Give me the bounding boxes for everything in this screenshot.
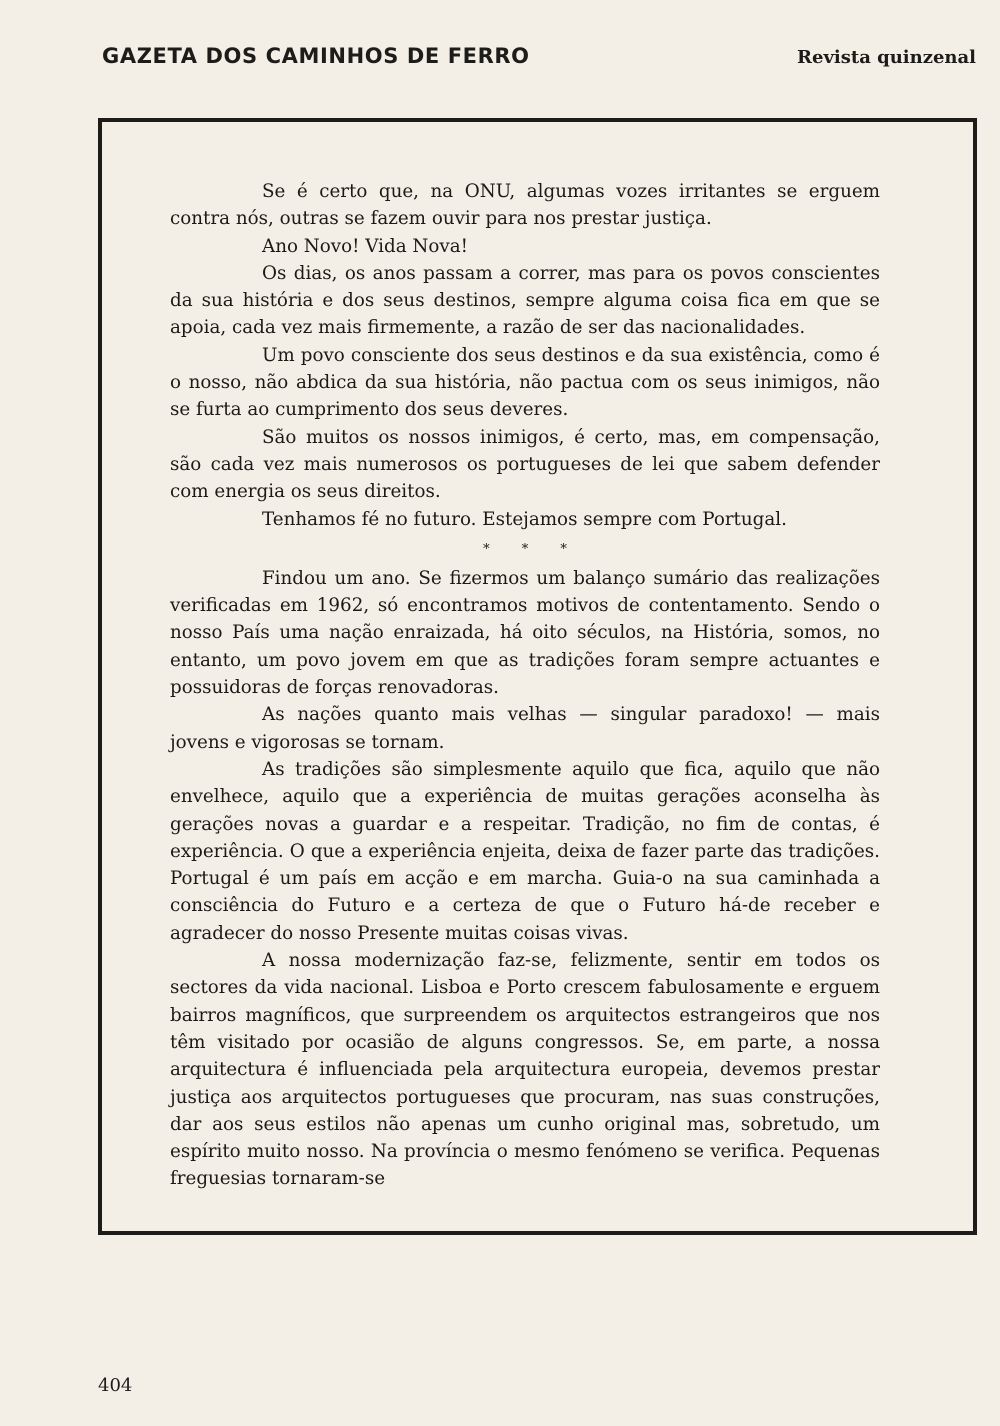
journal-title: GAZETA DOS CAMINHOS DE FERRO: [102, 44, 530, 68]
page-number: 404: [98, 1375, 133, 1396]
article-body: [170, 178, 880, 1193]
paragraph: Findou um ano. Se fizermos um balanço sumário das realizações verificadas em 1962, só encontramos motivos de contentamento. Sendo o nosso País uma nação enraizada, há oito séculos, na História, somos, no entanto, um povo jovem em que as tradições foram sempre actuantes e possuidoras de forças renovadoras.: [170, 567, 880, 699]
paragraph: Os dias, os anos passam a correr, mas para os povos conscientes da sua história e dos seus destinos, sempre alguma coisa fica em que se apoia, cada vez mais firmemente, a razão de ser das nacionalidades.: [170, 262, 880, 339]
section-separator: * * *: [483, 541, 581, 557]
paragraph: Se é certo que, na ONU, algumas vozes irritantes se erguem contra nós, outras se fazem ouvir para nos prestar justiça.: [170, 181, 880, 230]
paragraph: Ano Novo! Vida Nova!: [262, 235, 469, 257]
journal-subtitle: Revista quinzenal: [797, 47, 976, 68]
paragraph: Um povo consciente dos seus destinos e da sua existência, como é o nosso, não abdica da sua história, não pactua com os seus inimigos, não se furta ao cumprimento dos seus deveres.: [170, 344, 880, 421]
paragraph: A nossa modernização faz-se, felizmente, sentir em todos os sectores da vida nacional. Lisboa e Porto crescem fabulosamente e erguem bairros magníficos, que surpreendem os arquitectos estrangeiros que nos têm visitado por ocasião de alguns congressos. Se, em parte, a nossa arquitectura é influenciada pela arquitectura europeia, devemos prestar justiça aos arquitectos portugueses que procuram, nas suas construções, dar aos seus estilos não apenas um cunho original mas, sobretudo, um espírito muito nosso. Na província o mesmo fenómeno se verifica. Pequenas freguesias tornaram-se: [170, 950, 880, 1190]
paragraph: Tenhamos fé no futuro. Estejamos sempre com Portugal.: [262, 508, 787, 530]
paragraph: As tradições são simplesmente aquilo que fica, aquilo que não envelhece, aquilo que a experiência de muitas gerações aconselha às gerações novas a guardar e a respeitar. Tradição, no fim de contas, é experiência. O que a experiência enjeita, deixa de fazer parte das tradições. Portugal é um país em acção e em marcha. Guia-o na sua caminhada a consciência do Futuro e a certeza de que o Futuro há-de receber e agradecer do nosso Presente muitas coisas vivas.: [170, 758, 880, 944]
paragraph: As nações quanto mais velhas — singular paradoxo! — mais jovens e vigorosas se tornam.: [170, 704, 880, 753]
paragraph: São muitos os nossos inimigos, é certo, mas, em compensação, são cada vez mais numerosos os portugueses de lei que sabem defender com energia os seus direitos.: [170, 426, 880, 503]
